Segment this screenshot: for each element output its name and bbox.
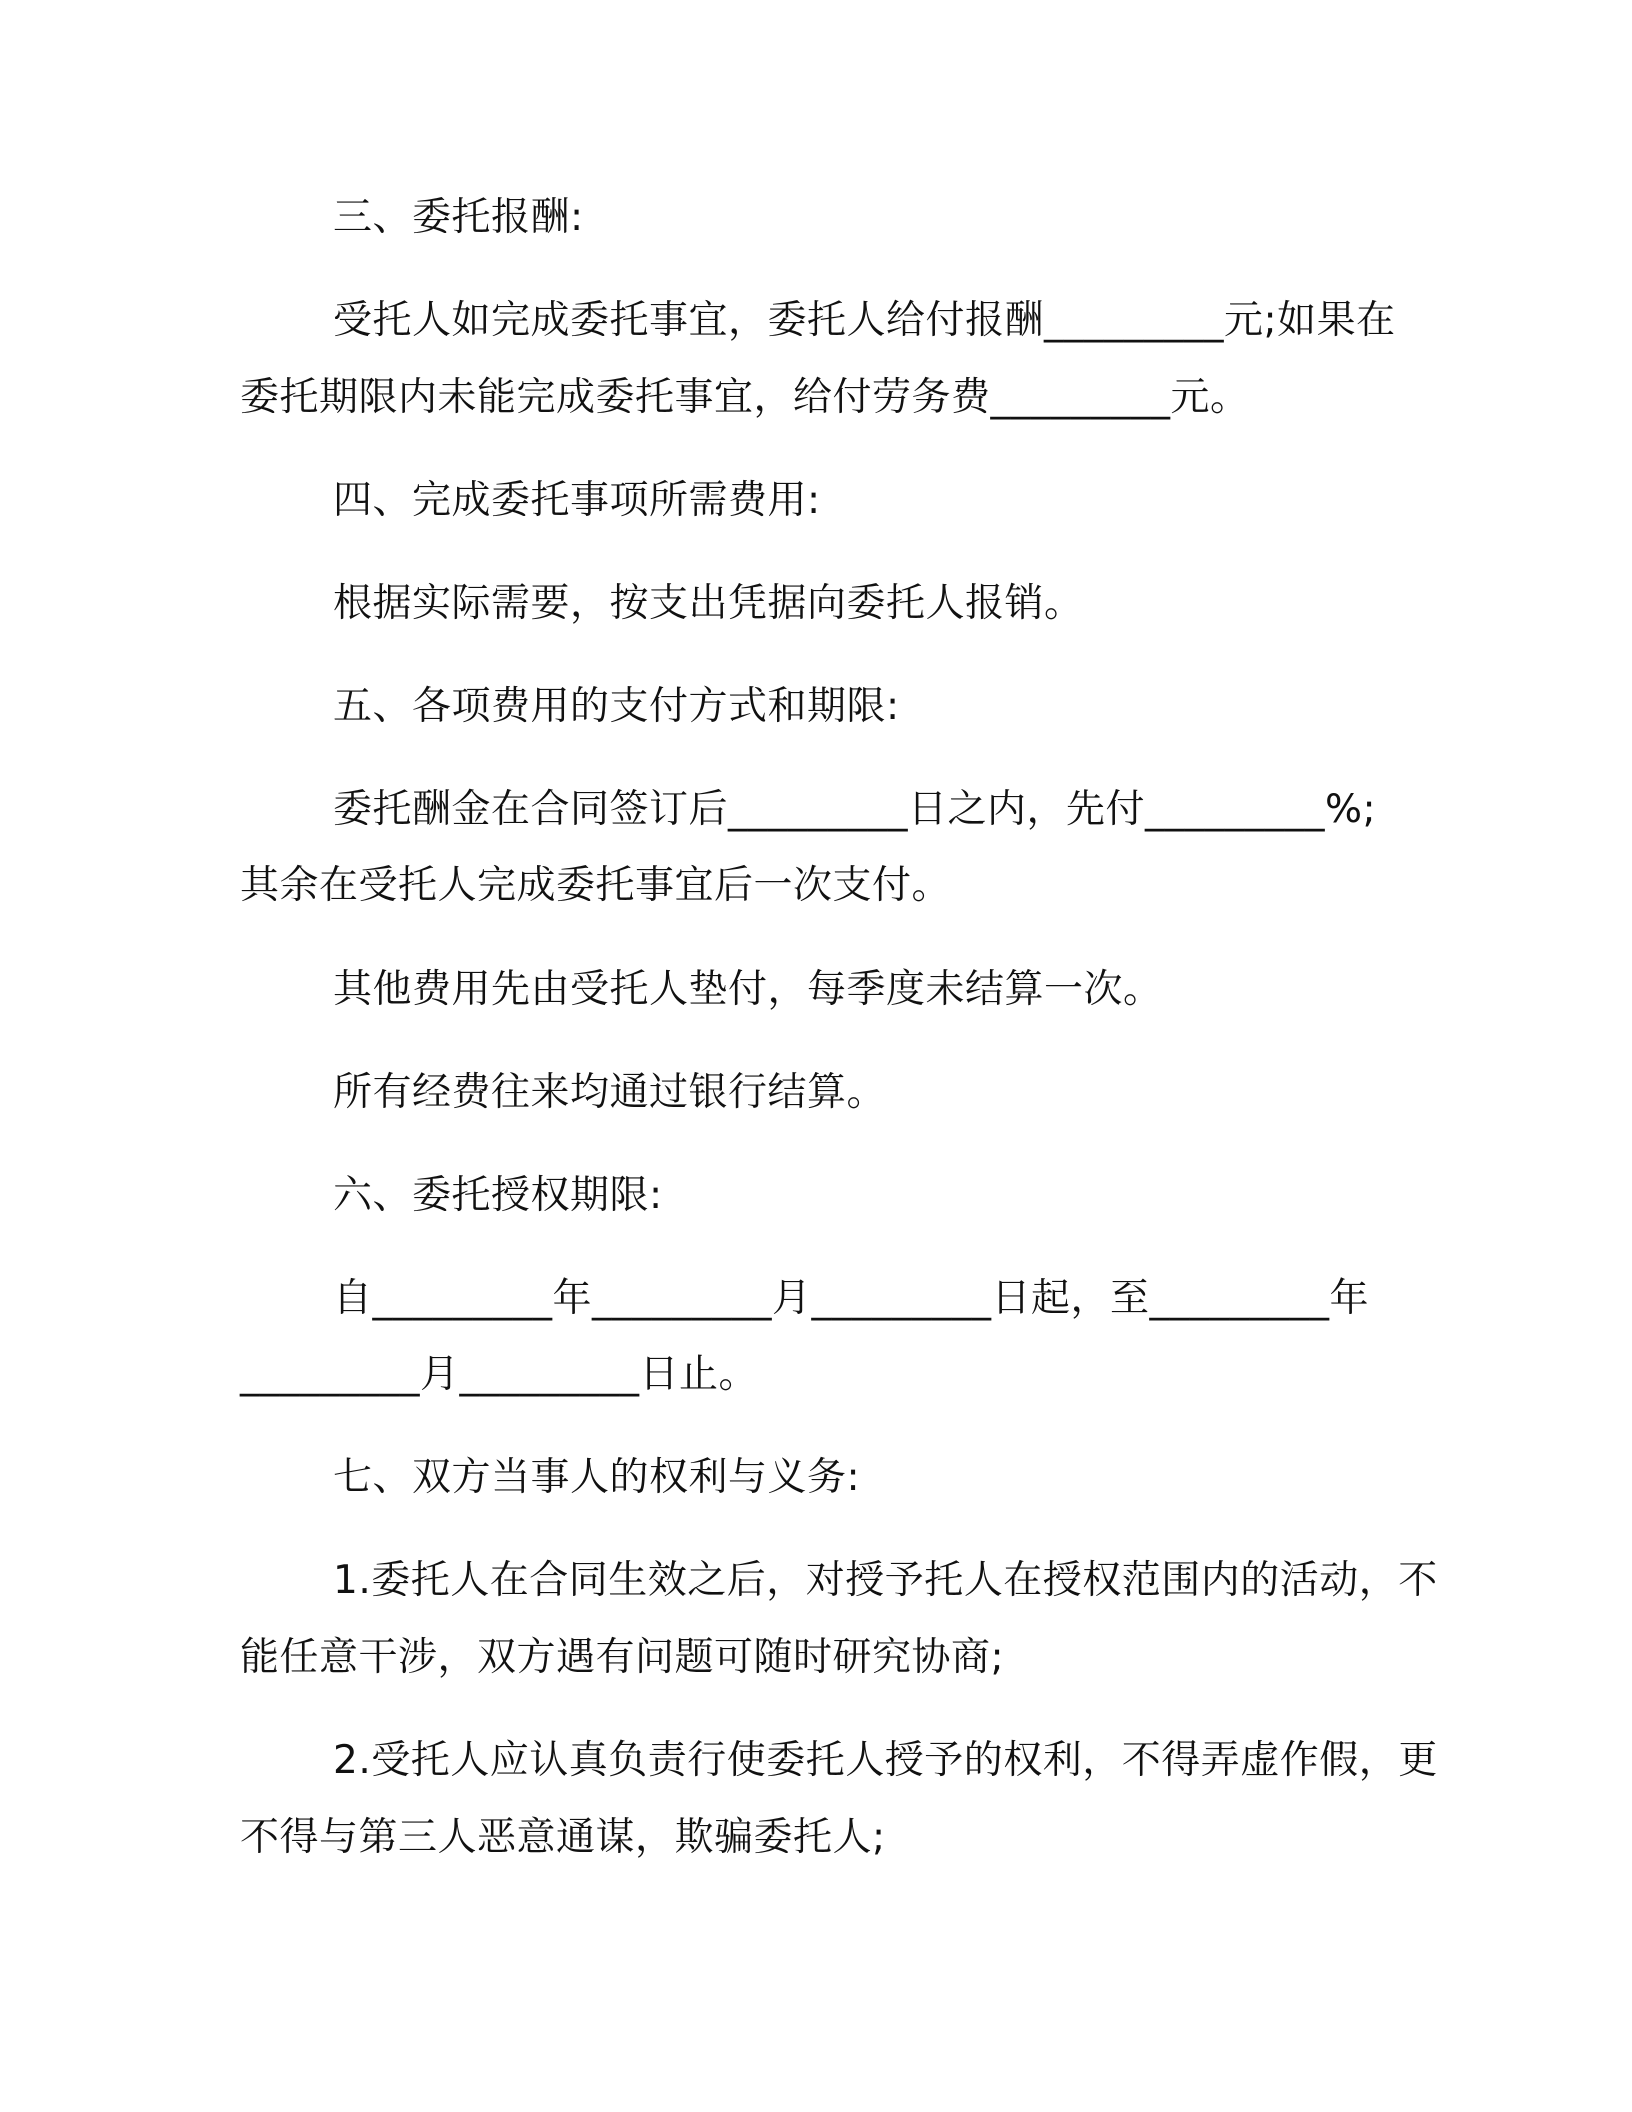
- section-7-item-2-line-2: 不得与第三人恶意通谋，欺骗委托人;: [240, 1815, 886, 1860]
- section-5-paragraph-3-line-1: 所有经费往来均通过银行结算。: [333, 1070, 887, 1115]
- section-5-paragraph-2-line-1: 其他费用先由受托人垫付，每季度未结算一次。: [333, 967, 1163, 1012]
- section-6-heading: 六、委托授权期限:: [333, 1173, 663, 1218]
- section-3-paragraph-line-1: 受托人如完成委托事宜，委托人给付报酬_________元;如果在: [333, 298, 1396, 343]
- section-7-item-2-line-1: 2.受托人应认真负责行使委托人授予的权利，不得弄虚作假，更: [333, 1738, 1438, 1783]
- section-6-paragraph-line-1: 自_________年_________月_________日起，至_________年: [333, 1276, 1370, 1321]
- section-7-heading: 七、双方当事人的权利与义务:: [333, 1455, 861, 1500]
- section-7-item-1-line-1: 1.委托人在合同生效之后，对授予托人在授权范围内的活动，不: [333, 1558, 1438, 1603]
- section-3-heading: 三、委托报酬:: [333, 195, 584, 240]
- section-5-paragraph-1-line-2: 其余在受托人完成委托事宜后一次支付。: [240, 863, 952, 908]
- section-7-item-1-line-2: 能任意干涉，双方遇有问题可随时研究协商;: [240, 1635, 1005, 1680]
- section-5-heading: 五、各项费用的支付方式和期限:: [333, 684, 900, 729]
- section-4-heading: 四、完成委托事项所需费用:: [333, 478, 821, 523]
- section-3-paragraph-line-2: 委托期限内未能完成委托事宜，给付劳务费_________元。: [240, 375, 1250, 420]
- section-6-paragraph-line-2: _________月_________日止。: [240, 1352, 759, 1397]
- section-5-paragraph-1-line-1: 委托酬金在合同签订后_________日之内，先付_________%;: [333, 787, 1377, 832]
- section-4-paragraph-line-1: 根据实际需要，按支出凭据向委托人报销。: [333, 581, 1084, 626]
